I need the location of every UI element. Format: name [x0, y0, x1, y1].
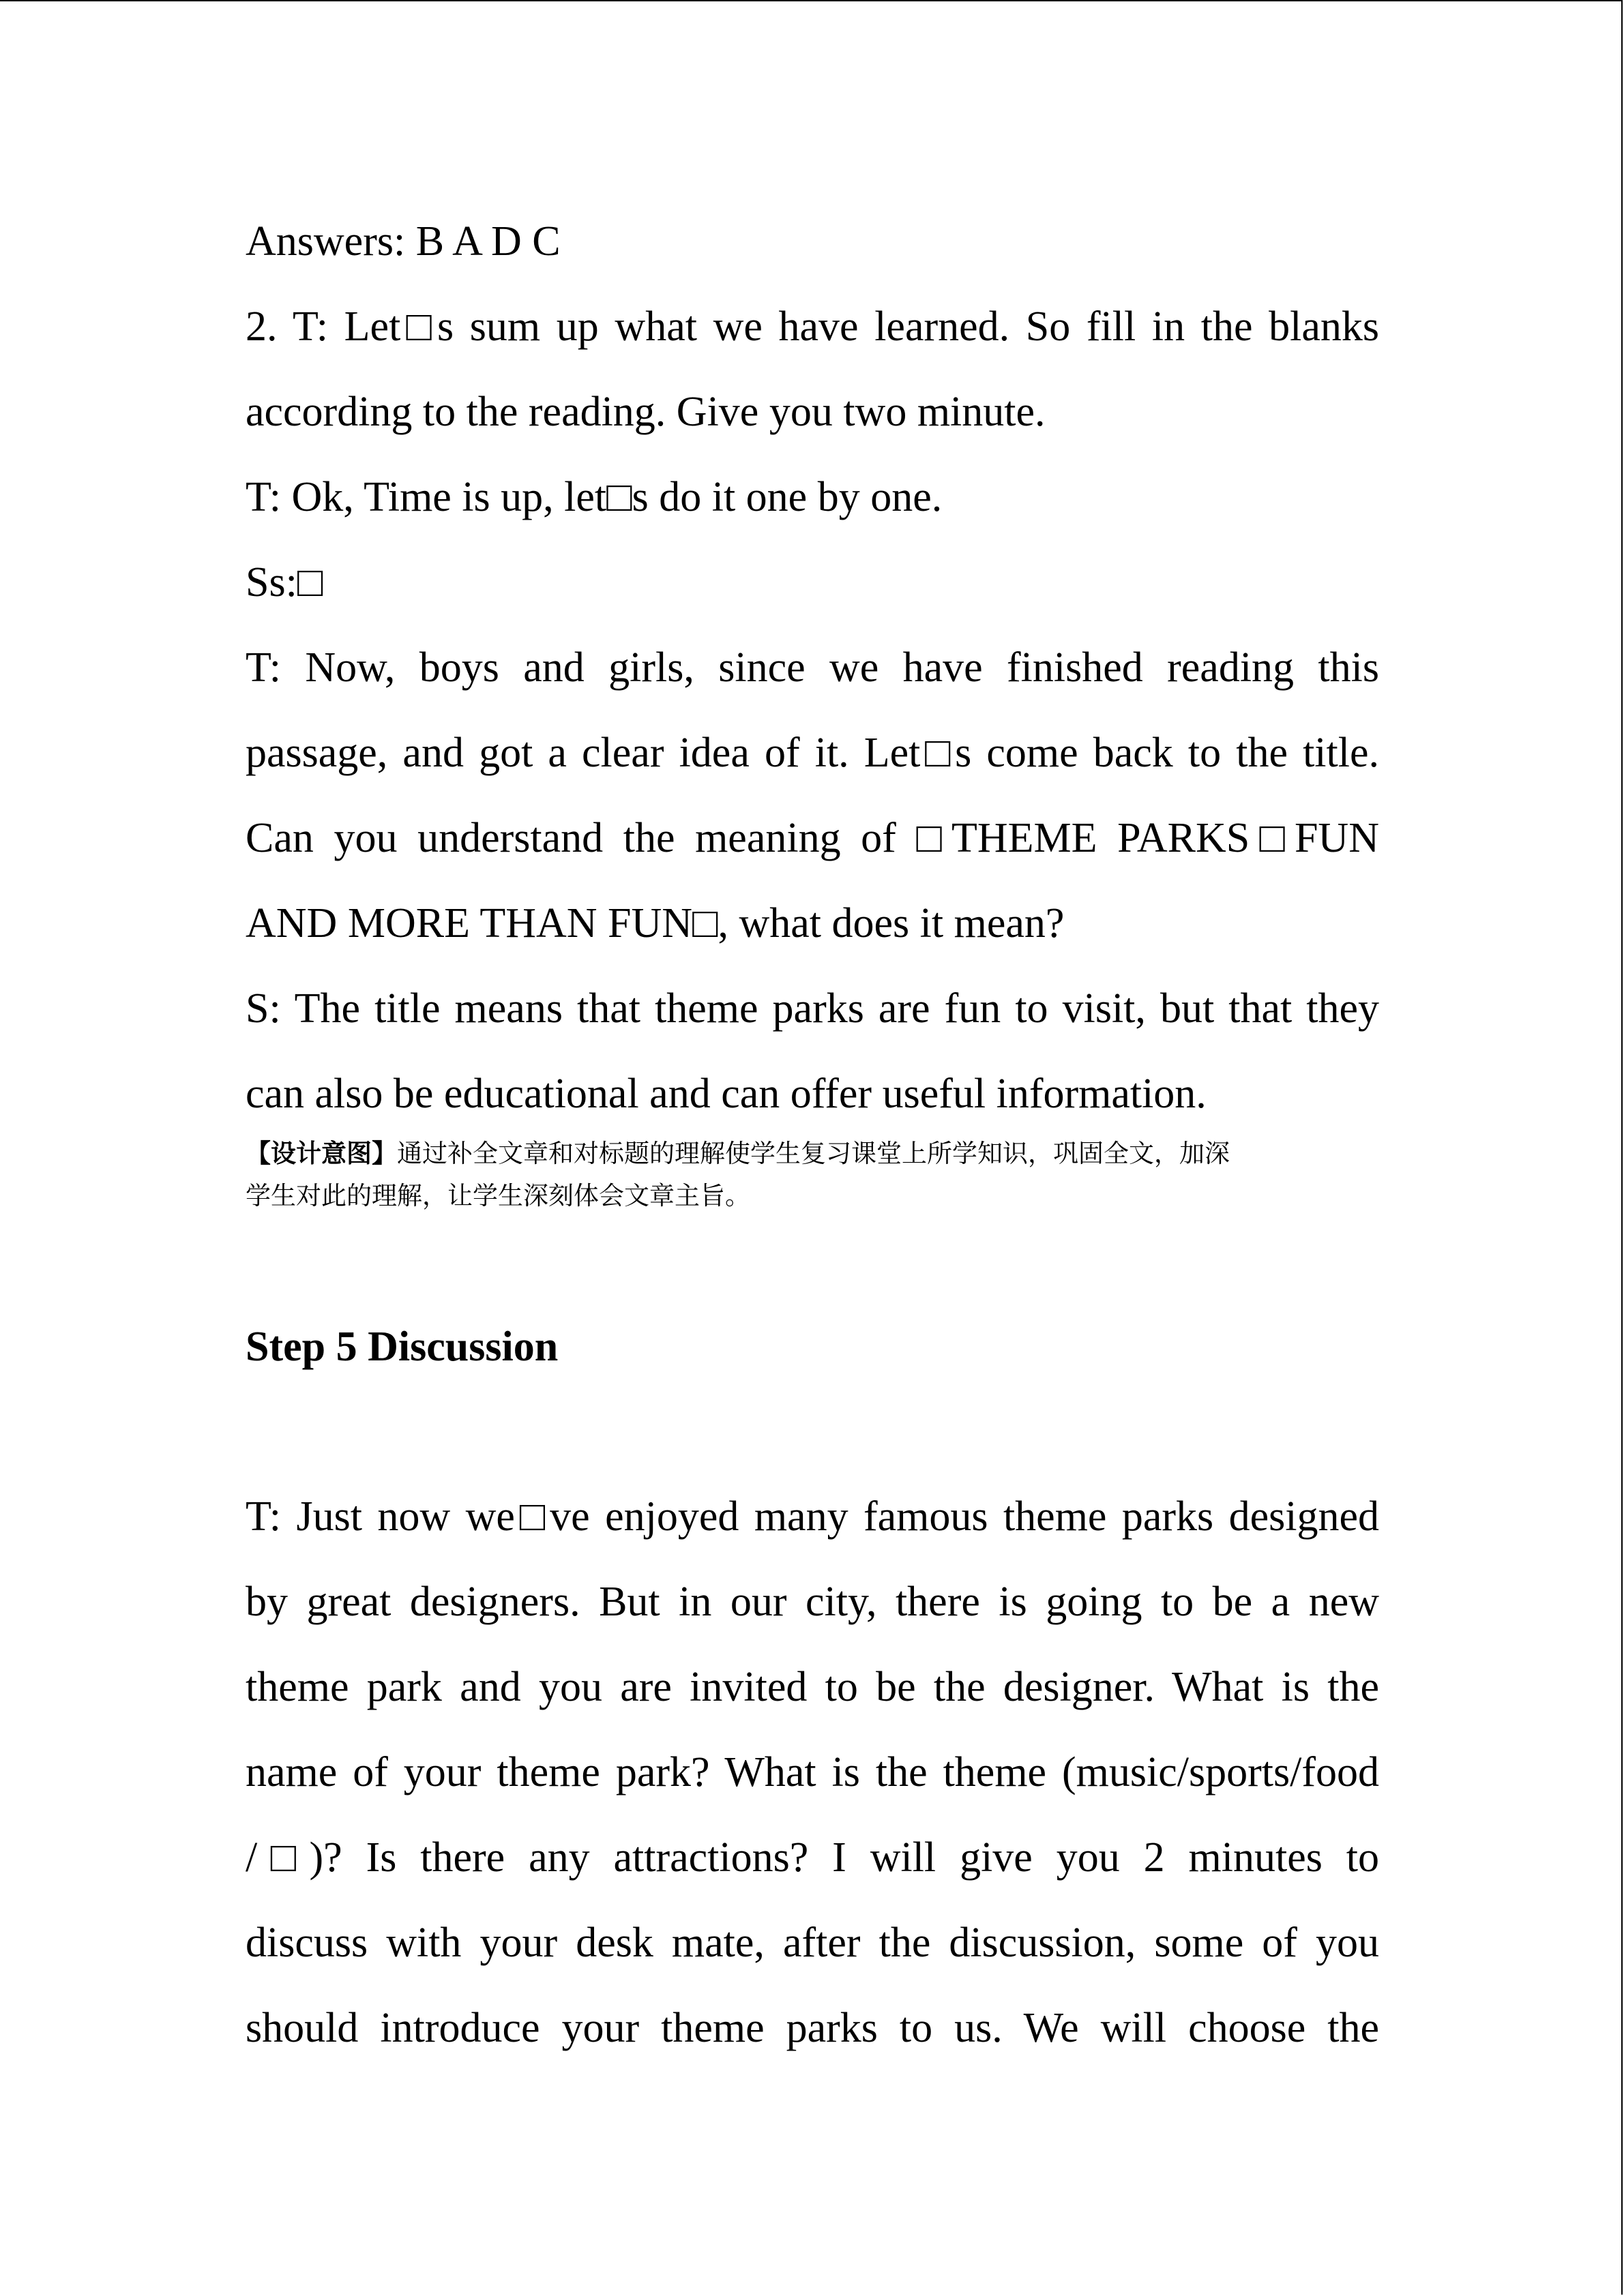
- discussion-line-7: should introduce your theme parks to us. We will choose the: [246, 2005, 1379, 2051]
- discussion-line-2: by great designers. But in our city, there is going to be a new: [246, 1579, 1379, 1625]
- discussion-line-5: /□)? Is there any attractions? I will give you 2 minutes to: [246, 1834, 1379, 1881]
- discussion-line-3: theme park and you are invited to be the designer. What is the: [246, 1664, 1379, 1710]
- step2-line-4: Ss:□: [246, 559, 323, 606]
- title-prompt-line-2: passage, and got a clear idea of it. Let□s come back to the title.: [246, 730, 1379, 776]
- title-prompt-line-4: AND MORE THAN FUN□, what does it mean?: [246, 900, 1065, 946]
- step5-heading: Step 5 Discussion: [246, 1324, 559, 1370]
- discussion-line-4: name of your theme park? What is the theme (music/sports/food: [246, 1749, 1379, 1795]
- title-prompt-line-3: Can you understand the meaning of □THEME PARKS□FUN: [246, 815, 1379, 861]
- design-intent-text-1: 通过补全文章和对标题的理解使学生复习课堂上所学知识，巩固全文，加深: [397, 1139, 1230, 1168]
- discussion-line-1: T: Just now we□ve enjoyed many famous theme parks designed: [246, 1493, 1379, 1540]
- step2-line-2: according to the reading. Give you two minute.: [246, 389, 1046, 435]
- step2-line-1: 2. T: Let□s sum up what we have learned. So fill in the blanks: [246, 303, 1379, 350]
- answers-line: Answers: B A D C: [246, 218, 561, 265]
- student-answer-line-2: can also be educational and can offer useful information.: [246, 1071, 1207, 1117]
- design-intent-line-1: [246, 1134, 1379, 1174]
- discussion-line-6: discuss with your desk mate, after the discussion, some of you: [246, 1920, 1379, 1966]
- design-intent-tag: 【设计意图】: [246, 1139, 397, 1168]
- title-prompt-line-1: T: Now, boys and girls, since we have finished reading this: [246, 644, 1379, 691]
- design-intent-line-2: 学生对此的理解，让学生深刻体会文章主旨。: [246, 1181, 750, 1210]
- step2-line-3: T: Ok, Time is up, let□s do it one by one.: [246, 474, 943, 520]
- student-answer-line-1: S: The title means that theme parks are fun to visit, but that they: [246, 985, 1379, 1032]
